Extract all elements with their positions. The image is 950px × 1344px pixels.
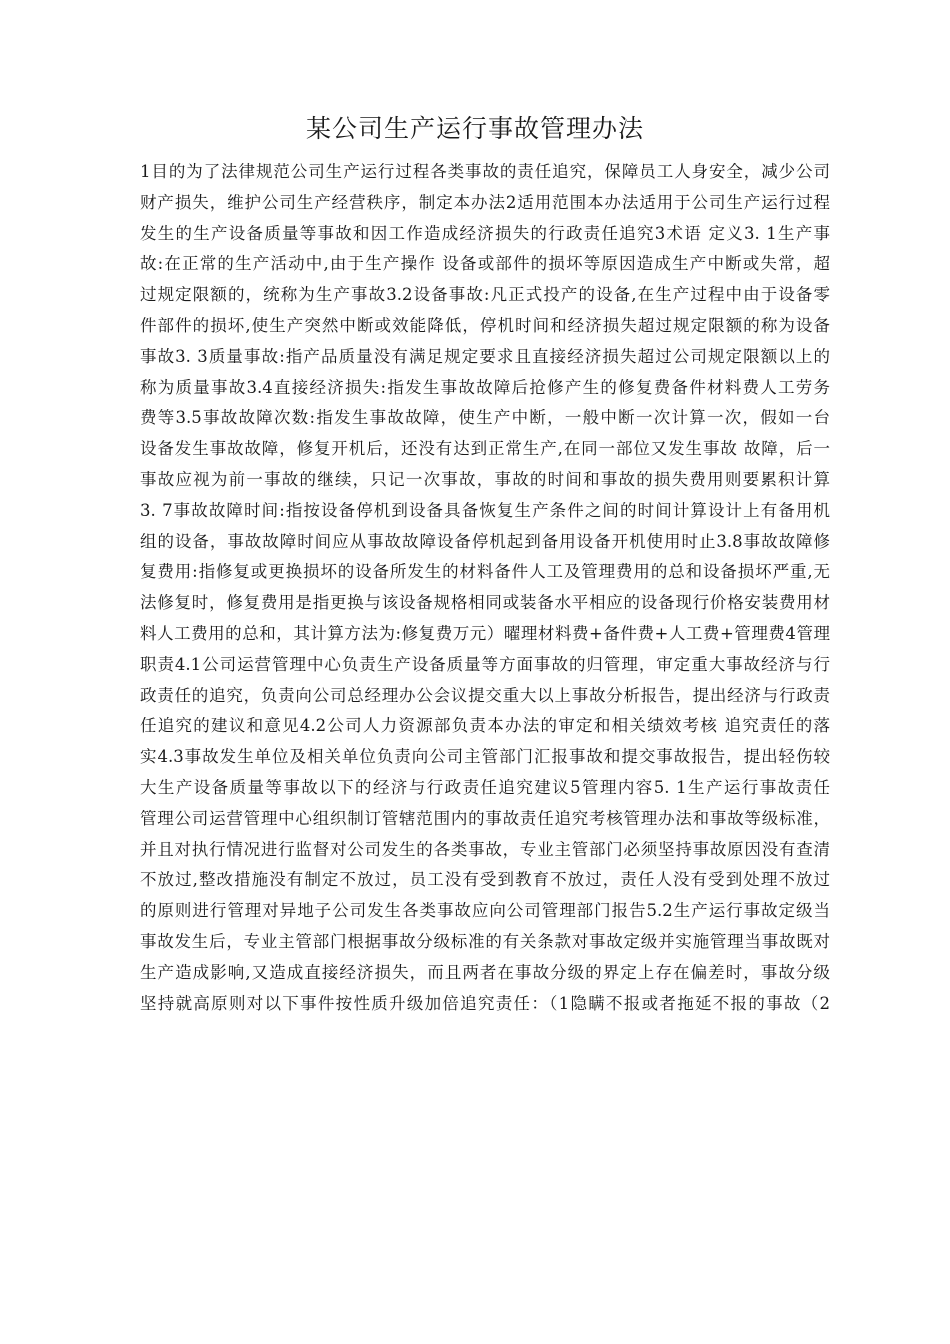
body-text-line: 设备发生事故故障，修复开机后，还没有达到正常生产,在同一部位又发生事故 故障，后一	[140, 439, 830, 459]
body-text-line: 不放过,整改措施没有制定不放过，员工没有受到教育不放过，责任人没有受到处理不放过	[140, 870, 830, 890]
body-text-line: 料人工费用的总和，其计算方法为:修复费万元）曜理材料费+备件费+人工费+管理费4管理	[140, 623, 830, 643]
body-text-line: 财产损失，维护公司生产经营秩序，制定本办法2适用范围本办法适用于公司生产运行过程	[140, 192, 830, 212]
body-text-line: 的原则进行管理对异地子公司发生各类事故应向公司管理部门报告5.2生产运行事故定级当	[140, 901, 830, 921]
body-text-line: 过规定限额的，统称为生产事故3.2设备事故:凡正式投产的设备,在生产过程中由于设备零	[140, 285, 830, 305]
body-text-line: 管理公司运营管理中心组织制订管辖范围内的事故责任追究考核管理办法和事故等级标准，	[140, 808, 830, 828]
body-text-line: 并且对执行情况进行监督对公司发生的各类事故，专业主管部门必须坚持事故原因没有查清	[140, 839, 830, 859]
body-text-line: 大生产设备质量等事故以下的经济与行政责任追究建议5管理内容5. 1生产运行事故责任	[140, 777, 830, 797]
document-title: 某公司生产运行事故管理办法	[305, 114, 644, 143]
body-text-line: 生产造成影响,又造成直接经济损失，而且两者在事故分级的界定上存在偏差时，事故分级	[140, 962, 830, 982]
body-text-line: 复费用:指修复或更换损坏的设备所发生的材料备件人工及管理费用的总和设备损坏严重,无	[140, 562, 830, 582]
body-text-line: 称为质量事故3.4直接经济损失:指发生事故故障后抢修产生的修复费备件材料费人工劳务	[140, 377, 830, 397]
body-text-line: 组的设备，事故故障时间应从事故故障设备停机起到备用设备开机使用时止3.8事故故障修	[140, 531, 830, 551]
body-text-line: 事故发生后，专业主管部门根据事故分级标准的有关条款对事故定级并实施管理当事故既对	[140, 931, 830, 951]
body-text-line: 职责4.1公司运营管理中心负责生产设备质量等方面事故的归管理，审定重大事故经济与行	[140, 654, 830, 674]
body-text-line: 故:在正常的生产活动中,由于生产操作 设备或部件的损坏等原因造成生产中断或失常，超	[140, 254, 830, 274]
body-text-line: 政责任的追究，负责向公司总经理办公会议提交重大以上事故分析报告，提出经济与行政责	[140, 685, 830, 705]
body-text-line: 实4.3事故发生单位及相关单位负责向公司主管部门汇报事故和提交事故报告，提出轻伤较	[140, 747, 830, 767]
body-text-line: 1目的为了法律规范公司生产运行过程各类事故的责任追究，保障员工人身安全，减少公司	[140, 162, 830, 181]
body-text-line: 3. 7事故故障时间:指按设备停机到设备具备恢复生产条件之间的时间计算设计上有备用机	[140, 500, 830, 520]
body-text-line: 法修复时，修复费用是指更换与该设备规格相同或装备水平相应的设备现行价格安装费用材	[140, 593, 830, 613]
document-body	[140, 157, 830, 1019]
body-text-line: 件部件的损坏,使生产突然中断或效能降低，停机时间和经济损失超过规定限额的称为设备	[140, 315, 830, 335]
body-text-line: 发生的生产设备质量等事故和因工作造成经济损失的行政责任追究3术语 定义3. 1生产事	[140, 223, 830, 243]
body-text-line: 坚持就高原则对以下事件按性质升级加倍追究责任：（1隐瞒不报或者拖延不报的事故（2	[140, 993, 830, 1013]
body-text-line: 事故3. 3质量事故:指产品质量没有满足规定要求且直接经济损失超过公司规定限额以上的	[140, 346, 830, 366]
body-text-line: 费等3.5事故故障次数:指发生事故故障，使生产中断，一般中断一次计算一次，假如一台	[140, 408, 830, 428]
body-text-line: 事故应视为前一事故的继续，只记一次事故，事故的时间和事故的损失费用则要累积计算	[140, 469, 830, 489]
body-text-line: 任追究的建议和意见4.2公司人力资源部负责本办法的审定和相关绩效考核 追究责任的落	[140, 716, 830, 736]
